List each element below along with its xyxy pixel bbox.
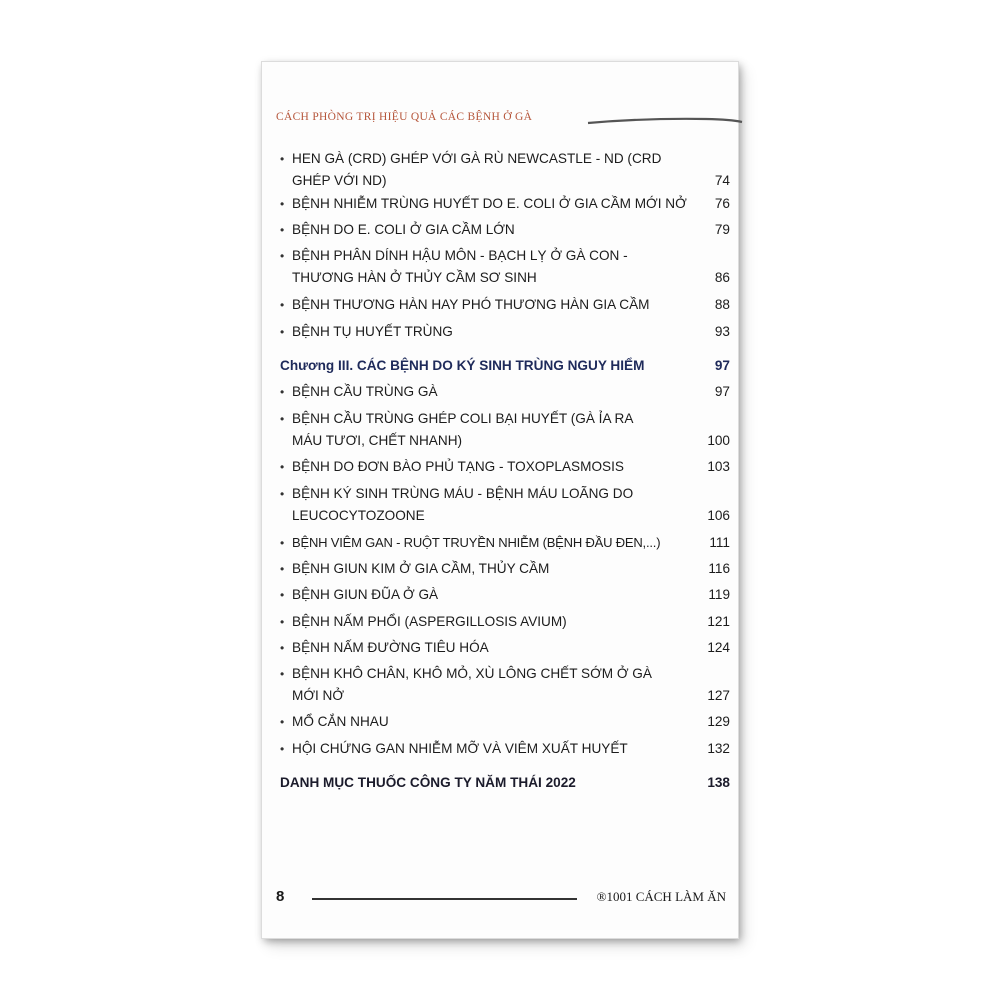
bullet-icon: • — [280, 562, 285, 576]
toc-entry-title-cont: MÁU TƯƠI, CHẾT NHANH) — [292, 433, 463, 448]
toc-entry-title: BỆNH CẦU TRÙNG GHÉP COLI BẠI HUYẾT (GÀ ỈA RA — [292, 411, 634, 426]
book-page — [262, 62, 738, 938]
appendix-title: DANH MỤC THUỐC CÔNG TY NĂM THÁI 2022 — [280, 775, 576, 790]
toc-entry[interactable] — [280, 637, 730, 659]
bullet-icon: • — [280, 385, 285, 399]
toc-entry[interactable] — [280, 584, 730, 606]
toc-entry[interactable] — [280, 711, 730, 733]
toc-entry-title: BỆNH TỤ HUYẾT TRÙNG — [292, 324, 453, 339]
toc-entry[interactable] — [280, 321, 730, 343]
toc-entry-title: BỆNH KÝ SINH TRÙNG MÁU - BỆNH MÁU LOÃNG DO — [292, 486, 634, 501]
footer-rule — [312, 898, 577, 900]
toc-entry[interactable] — [280, 148, 730, 192]
chapter-title: Chương III. CÁC BỆNH DO KÝ SINH TRÙNG NGUY HIỂM — [280, 358, 645, 373]
toc-entry[interactable] — [280, 663, 730, 707]
bullet-icon: • — [280, 460, 285, 474]
chapter-page-number: 97 — [714, 358, 730, 373]
bullet-icon: • — [280, 742, 285, 756]
toc-entry[interactable] — [280, 483, 730, 527]
bullet-icon: • — [280, 667, 285, 681]
bullet-icon: • — [280, 641, 285, 655]
toc-entry[interactable] — [280, 456, 730, 478]
toc-page-number: 127 — [707, 688, 730, 703]
toc-entry[interactable] — [280, 381, 730, 403]
toc-entry[interactable] — [280, 408, 730, 452]
toc-entry-title: BỆNH GIUN ĐŨA Ở GÀ — [292, 587, 439, 602]
toc-entry-title-cont: GHÉP VỚI ND) — [292, 173, 387, 188]
header-rule — [586, 116, 744, 126]
bullet-icon: • — [280, 197, 285, 211]
toc-entry-title: BỆNH CẦU TRÙNG GÀ — [292, 384, 438, 399]
toc-entry[interactable] — [280, 219, 730, 241]
appendix-page-number: 138 — [707, 775, 730, 790]
toc-page-number: 76 — [714, 196, 730, 211]
toc-entry-title: BỆNH DO E. COLI Ở GIA CẦM LỚN — [292, 222, 515, 237]
toc-page-number: 74 — [714, 173, 730, 188]
toc-page-number: 103 — [707, 459, 730, 474]
running-header-title: CÁCH PHÒNG TRỊ HIỆU QUẢ CÁC BỆNH Ở GÀ — [276, 111, 533, 123]
toc-chapter-heading[interactable] — [280, 355, 730, 377]
bullet-icon: • — [280, 223, 285, 237]
toc-entry[interactable] — [280, 558, 730, 580]
toc-entry-title-cont: LEUCOCYTOZOONE — [292, 508, 425, 523]
toc-page-number: 121 — [707, 614, 730, 629]
toc-page-number: 86 — [714, 270, 730, 285]
toc-page-number: 116 — [708, 561, 730, 576]
toc-page-number: 119 — [708, 587, 730, 602]
toc-entry-title: BỆNH NẤM PHỔI (ASPERGILLOSIS AVIUM) — [292, 614, 567, 629]
bullet-icon: • — [280, 588, 285, 602]
toc-page-number: 106 — [707, 508, 730, 523]
toc-entry-title: BỆNH NHIỄM TRÙNG HUYẾT DO E. COLI Ở GIA CẦM MỚI NỞ — [292, 196, 687, 211]
toc-entry-title: BỆNH VIÊM GAN - RUỘT TRUYỀN NHIỄM (BỆNH ĐẦU ĐEN,...) — [292, 535, 661, 550]
toc-entry-title: MỔ CẮN NHAU — [292, 714, 389, 729]
bullet-icon: • — [280, 487, 285, 501]
toc-appendix-heading[interactable] — [280, 772, 730, 794]
toc-page-number: 79 — [714, 222, 730, 237]
toc-entry[interactable] — [280, 532, 730, 554]
page-number: 8 — [276, 888, 285, 905]
bullet-icon: • — [280, 615, 285, 629]
toc-entry-title-cont: MỚI NỞ — [292, 688, 345, 703]
toc-entry-title: BỆNH GIUN KIM Ở GIA CẦM, THỦY CẦM — [292, 561, 550, 576]
toc-page-number: 124 — [707, 640, 730, 655]
toc-page-number: 132 — [707, 741, 730, 756]
toc-page-number: 88 — [714, 297, 730, 312]
toc-entry[interactable] — [280, 738, 730, 760]
bullet-icon: • — [280, 249, 285, 263]
toc-entry-title: BỆNH NẤM ĐƯỜNG TIÊU HÓA — [292, 640, 489, 655]
toc-page-number: 111 — [709, 535, 730, 550]
toc-page-number: 100 — [707, 433, 730, 448]
toc-entry[interactable] — [280, 193, 730, 215]
bullet-icon: • — [280, 536, 285, 550]
toc-page-number: 129 — [707, 714, 730, 729]
toc-entry[interactable] — [280, 245, 730, 289]
footer-brand: ®1001 CÁCH LÀM ĂN — [596, 889, 726, 904]
bullet-icon: • — [280, 298, 285, 312]
toc-entry-title: HỘI CHỨNG GAN NHIỄM MỠ VÀ VIÊM XUẤT HUYẾT — [292, 741, 628, 756]
bullet-icon: • — [280, 412, 285, 426]
bullet-icon: • — [280, 152, 285, 166]
bullet-icon: • — [280, 715, 285, 729]
running-header — [276, 108, 726, 132]
toc-page-number: 93 — [714, 324, 730, 339]
toc-entry-title: BỆNH DO ĐƠN BÀO PHỦ TẠNG - TOXOPLASMOSIS — [292, 459, 624, 474]
toc-entry-title: BỆNH PHÂN DÍNH HẬU MÔN - BẠCH LỴ Ở GÀ CON - — [292, 248, 628, 263]
toc-entry-title: HEN GÀ (CRD) GHÉP VỚI GÀ RÙ NEWCASTLE - ND (CRD — [292, 151, 662, 166]
toc-entry-title: BỆNH THƯƠNG HÀN HAY PHÓ THƯƠNG HÀN GIA CẦM — [292, 297, 650, 312]
toc-entry[interactable] — [280, 294, 730, 316]
page-footer — [276, 888, 726, 912]
toc-page-number: 97 — [714, 384, 730, 399]
toc-entry[interactable] — [280, 611, 730, 633]
bullet-icon: • — [280, 325, 285, 339]
toc-entry-title-cont: THƯƠNG HÀN Ở THỦY CẦM SƠ SINH — [292, 270, 537, 285]
toc-entry-title: BỆNH KHÔ CHÂN, KHÔ MỎ, XÙ LÔNG CHẾT SỚM Ở GÀ — [292, 666, 652, 681]
